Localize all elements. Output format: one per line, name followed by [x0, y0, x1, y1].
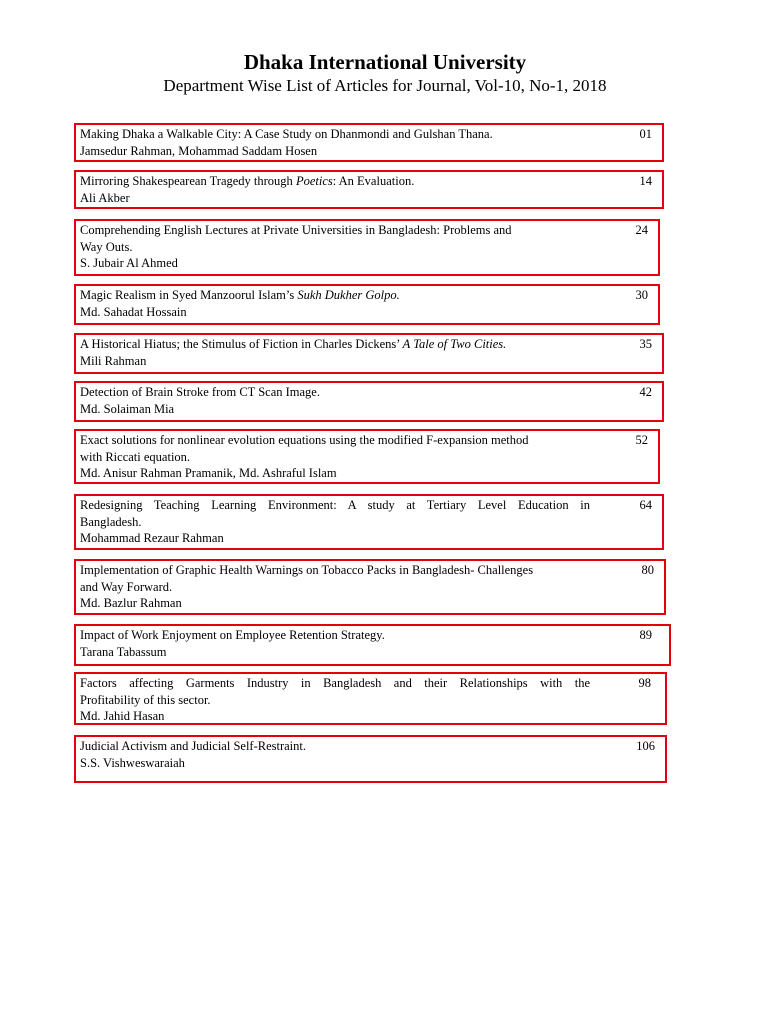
- article-text: [80, 287, 590, 320]
- article-authors: Md. Jahid Hasan: [80, 709, 165, 723]
- article-text: [80, 562, 600, 612]
- article-authors: Mohammad Rezaur Rahman: [80, 531, 224, 545]
- article-text: [80, 432, 600, 482]
- article-authors: Mili Rahman: [80, 353, 147, 368]
- article-authors: Md. Bazlur Rahman: [80, 596, 182, 610]
- article-authors: Tarana Tabassum: [80, 644, 167, 659]
- article-title: Exact solutions for nonlinear evolution equations using the modified F-expansion method: [80, 433, 529, 447]
- article-page-number: 89: [639, 628, 652, 642]
- article-title-continued: Way Outs.: [80, 239, 133, 254]
- article-entry: [74, 494, 664, 550]
- article-entry: [74, 624, 671, 666]
- article-entry: [74, 735, 667, 783]
- article-entry: [74, 429, 660, 484]
- article-entry: [74, 672, 667, 725]
- document-title: Dhaka International University: [243, 50, 527, 74]
- article-entry: [74, 123, 664, 162]
- article-title: Detection of Brain Stroke from CT Scan Image.: [80, 385, 320, 399]
- article-page-number: 64: [639, 498, 652, 512]
- article-page-number: 106: [636, 739, 655, 753]
- article-page-number: 98: [638, 676, 651, 690]
- article-title-continued: with Riccati equation.: [80, 449, 191, 464]
- article-title: Impact of Work Enjoyment on Employee Retention Strategy.: [80, 628, 385, 642]
- article-title: A Historical Hiatus; the Stimulus of Fiction in Charles Dickens’ A Tale of Two Cities.: [80, 337, 507, 351]
- article-page-number: 42: [639, 385, 652, 399]
- article-entry: [74, 559, 666, 615]
- article-title: Factors affecting Garments Industry in Bangladesh and their Relationships with the: [80, 676, 590, 690]
- article-text: [80, 173, 590, 206]
- article-title: Redesigning Teaching Learning Environment: A study at Tertiary Level Education in: [80, 498, 590, 512]
- article-title-continued: Profitability of this sector.: [80, 692, 211, 707]
- article-text: [80, 497, 590, 547]
- article-text: [80, 738, 590, 771]
- article-title: Mirroring Shakespearean Tragedy through Poetics: An Evaluation.: [80, 174, 415, 188]
- article-text: [80, 126, 590, 159]
- article-text: [80, 384, 590, 417]
- article-page-number: 01: [639, 127, 652, 141]
- article-title: Comprehending English Lectures at Private Universities in Bangladesh: Problems and: [80, 223, 512, 237]
- article-entry: [74, 219, 660, 276]
- article-text: [80, 336, 590, 369]
- article-page-number: 35: [639, 337, 652, 351]
- article-page-number: 14: [639, 174, 652, 188]
- article-text: [80, 627, 590, 660]
- article-authors: Md. Sahadat Hossain: [80, 304, 187, 319]
- article-page-number: 24: [635, 223, 648, 237]
- article-authors: S. Jubair Al Ahmed: [80, 256, 178, 270]
- article-authors: S.S. Vishweswaraiah: [80, 755, 185, 770]
- article-text: [80, 675, 590, 725]
- article-page-number: 80: [641, 563, 654, 577]
- document-subtitle: Department Wise List of Articles for Journal, Vol-10, No-1, 2018: [163, 76, 607, 95]
- article-text: [80, 222, 590, 272]
- article-page-number: 52: [635, 433, 648, 447]
- article-title: Implementation of Graphic Health Warnings on Tobacco Packs in Bangladesh- Challenges: [80, 563, 534, 577]
- article-authors: Md. Solaiman Mia: [80, 401, 175, 416]
- article-title-continued: and Way Forward.: [80, 579, 173, 594]
- article-authors: Md. Anisur Rahman Pramanik, Md. Ashraful Islam: [80, 466, 337, 480]
- article-title: Magic Realism in Syed Manzoorul Islam’s Sukh Dukher Golpo.: [80, 288, 400, 302]
- article-entry: [74, 170, 664, 209]
- article-authors: Jamsedur Rahman, Mohammad Saddam Hosen: [80, 143, 318, 158]
- article-authors: Ali Akber: [80, 190, 130, 205]
- article-entry: [74, 284, 660, 325]
- article-entry: [74, 381, 664, 422]
- article-title: Making Dhaka a Walkable City: A Case Study on Dhanmondi and Gulshan Thana.: [80, 127, 493, 141]
- article-entry: [74, 333, 664, 374]
- article-page-number: 30: [635, 288, 648, 302]
- article-title-continued: Bangladesh.: [80, 514, 142, 529]
- article-title: Judicial Activism and Judicial Self-Restraint.: [80, 739, 307, 753]
